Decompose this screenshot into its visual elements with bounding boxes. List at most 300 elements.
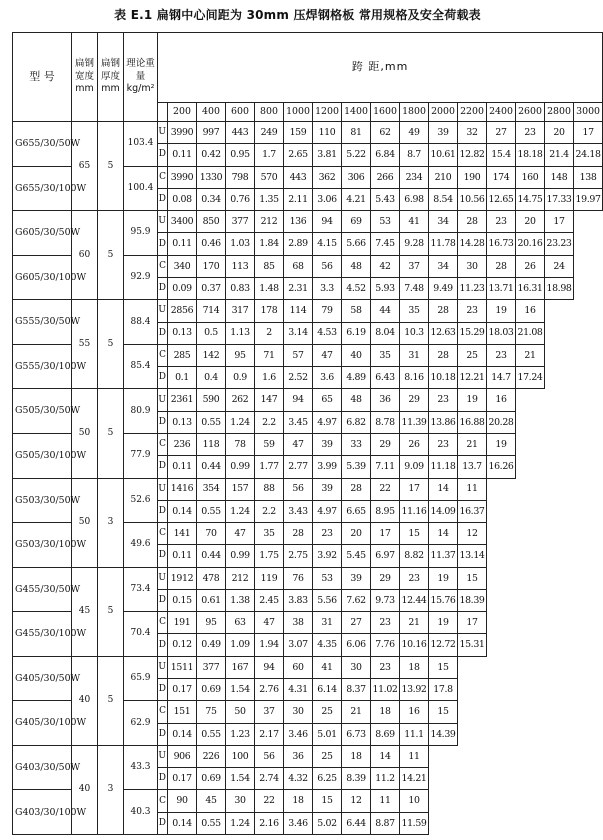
empty-cell xyxy=(574,233,603,255)
value-cell: 2.2 xyxy=(255,411,284,433)
value-cell: 4.15 xyxy=(313,233,342,255)
value-cell: 28 xyxy=(487,255,516,277)
value-cell: 6.43 xyxy=(371,367,400,389)
value-cell: 18 xyxy=(400,656,429,678)
value-cell: 16 xyxy=(400,701,429,723)
value-cell: 48 xyxy=(342,389,371,411)
value-cell: 40 xyxy=(342,344,371,366)
value-cell: 2.76 xyxy=(255,679,284,701)
value-cell: 39 xyxy=(342,567,371,589)
thickness-cell: 5 xyxy=(98,656,124,745)
value-cell: 0.08 xyxy=(168,188,197,210)
value-cell: 22 xyxy=(371,478,400,500)
value-cell: 0.4 xyxy=(197,367,226,389)
table-row xyxy=(13,478,603,500)
value-cell: 5.93 xyxy=(371,277,400,299)
value-cell: 714 xyxy=(197,300,226,322)
value-cell: 3.46 xyxy=(284,723,313,745)
weight-cell: 103.4 xyxy=(124,122,158,167)
load-type-cell: D xyxy=(158,768,168,790)
value-cell: 3.45 xyxy=(284,411,313,433)
value-cell: 19.97 xyxy=(574,188,603,210)
span-value: 800 xyxy=(255,103,284,122)
value-cell: 1.23 xyxy=(226,723,255,745)
value-cell: 3.3 xyxy=(313,277,342,299)
empty-cell xyxy=(574,523,603,545)
value-cell: 25 xyxy=(458,344,487,366)
load-type-cell: U xyxy=(158,656,168,678)
value-cell: 78 xyxy=(226,433,255,455)
value-cell: 10.3 xyxy=(400,322,429,344)
span-value: 2400 xyxy=(487,103,516,122)
value-cell: 10 xyxy=(400,790,429,812)
value-cell: 2.17 xyxy=(255,723,284,745)
empty-cell xyxy=(487,478,516,500)
empty-cell xyxy=(429,745,458,767)
width-cell: 50 xyxy=(72,389,98,478)
empty-cell xyxy=(487,634,516,656)
value-cell: 0.61 xyxy=(197,589,226,611)
value-cell: 12.82 xyxy=(458,144,487,166)
value-cell: 377 xyxy=(226,211,255,233)
value-cell: 2 xyxy=(255,322,284,344)
value-cell: 16.88 xyxy=(458,411,487,433)
empty-cell xyxy=(545,745,574,767)
value-cell: 151 xyxy=(168,701,197,723)
value-cell: 10.56 xyxy=(458,188,487,210)
empty-cell xyxy=(487,679,516,701)
value-cell: 6.84 xyxy=(371,144,400,166)
value-cell: 997 xyxy=(197,122,226,144)
value-cell: 26 xyxy=(400,433,429,455)
weight-cell: 43.3 xyxy=(124,745,158,790)
value-cell: 3.99 xyxy=(313,456,342,478)
value-cell: 0.17 xyxy=(168,768,197,790)
value-cell: 11 xyxy=(400,745,429,767)
value-cell: 5.01 xyxy=(313,723,342,745)
empty-cell xyxy=(487,589,516,611)
value-cell: 15 xyxy=(400,523,429,545)
value-cell: 16.37 xyxy=(458,500,487,522)
empty-cell xyxy=(487,812,516,834)
value-cell: 0.95 xyxy=(226,144,255,166)
model-cell: G455/30/100W xyxy=(13,612,72,657)
value-cell: 23 xyxy=(371,612,400,634)
load-type-cell: D xyxy=(158,500,168,522)
empty-cell xyxy=(574,478,603,500)
value-cell: 13.92 xyxy=(400,679,429,701)
value-cell: 15.29 xyxy=(458,322,487,344)
value-cell: 1416 xyxy=(168,478,197,500)
value-cell: 210 xyxy=(429,166,458,188)
value-cell: 14.7 xyxy=(487,367,516,389)
value-cell: 7.48 xyxy=(400,277,429,299)
value-cell: 8.69 xyxy=(371,723,400,745)
load-type-cell: U xyxy=(158,478,168,500)
value-cell: 1.13 xyxy=(226,322,255,344)
empty-cell xyxy=(487,701,516,723)
value-cell: 11 xyxy=(371,790,400,812)
value-cell: 36 xyxy=(371,389,400,411)
value-cell: 30 xyxy=(226,790,255,812)
empty-cell xyxy=(516,723,545,745)
value-cell: 443 xyxy=(226,122,255,144)
empty-cell xyxy=(574,211,603,233)
empty-cell xyxy=(487,656,516,678)
value-cell: 37 xyxy=(400,255,429,277)
empty-cell xyxy=(516,500,545,522)
empty-cell xyxy=(487,768,516,790)
value-cell: 377 xyxy=(197,656,226,678)
value-cell: 6.19 xyxy=(342,322,371,344)
value-cell: 14 xyxy=(371,745,400,767)
value-cell: 12.21 xyxy=(458,367,487,389)
value-cell: 8.87 xyxy=(371,812,400,834)
value-cell: 0.11 xyxy=(168,144,197,166)
value-cell: 56 xyxy=(284,478,313,500)
value-cell: 1.54 xyxy=(226,768,255,790)
value-cell: 5.39 xyxy=(342,456,371,478)
value-cell: 94 xyxy=(255,656,284,678)
value-cell: 190 xyxy=(458,166,487,188)
empty-cell xyxy=(574,367,603,389)
empty-cell xyxy=(545,812,574,834)
value-cell: 0.14 xyxy=(168,500,197,522)
value-cell: 8.54 xyxy=(429,188,458,210)
empty-cell xyxy=(516,433,545,455)
value-cell: 12.72 xyxy=(429,634,458,656)
value-cell: 15.76 xyxy=(429,589,458,611)
value-cell: 11.18 xyxy=(429,456,458,478)
thickness-cell: 5 xyxy=(98,300,124,389)
value-cell: 14.21 xyxy=(400,768,429,790)
empty-cell xyxy=(516,523,545,545)
value-cell: 11.02 xyxy=(371,679,400,701)
value-cell: 0.99 xyxy=(226,456,255,478)
empty-cell xyxy=(487,612,516,634)
load-type-cell: U xyxy=(158,211,168,233)
value-cell: 4.52 xyxy=(342,277,371,299)
value-cell: 5.45 xyxy=(342,545,371,567)
value-cell: 23 xyxy=(400,567,429,589)
span-value: 2000 xyxy=(429,103,458,122)
value-cell: 56 xyxy=(313,255,342,277)
value-cell: 4.53 xyxy=(313,322,342,344)
thickness-cell: 5 xyxy=(98,389,124,478)
value-cell: 2.2 xyxy=(255,500,284,522)
empty-cell xyxy=(574,411,603,433)
span-value: 3000 xyxy=(574,103,603,122)
value-cell: 226 xyxy=(197,745,226,767)
value-cell: 340 xyxy=(168,255,197,277)
empty-cell xyxy=(458,768,487,790)
value-cell: 15 xyxy=(429,701,458,723)
value-cell: 0.11 xyxy=(168,233,197,255)
value-cell: 21 xyxy=(342,701,371,723)
value-cell: 7.11 xyxy=(371,456,400,478)
value-cell: 17.24 xyxy=(516,367,545,389)
value-cell: 141 xyxy=(168,523,197,545)
value-cell: 59 xyxy=(255,433,284,455)
model-cell: G655/30/50W xyxy=(13,122,72,167)
value-cell: 249 xyxy=(255,122,284,144)
empty-cell xyxy=(545,433,574,455)
value-cell: 53 xyxy=(313,567,342,589)
value-cell: 34 xyxy=(429,211,458,233)
load-type-cell: D xyxy=(158,456,168,478)
value-cell: 7.76 xyxy=(371,634,400,656)
value-cell: 362 xyxy=(313,166,342,188)
value-cell: 850 xyxy=(197,211,226,233)
width-cell: 60 xyxy=(72,211,98,300)
page-title: 表 E.1 扁钢中心间距为 30mm 压焊钢格板 常用规格及安全荷载表 xyxy=(114,8,481,22)
value-cell: 5.43 xyxy=(371,188,400,210)
value-cell: 12.63 xyxy=(429,322,458,344)
value-cell: 14 xyxy=(429,478,458,500)
empty-cell xyxy=(545,589,574,611)
value-cell: 16 xyxy=(516,300,545,322)
value-cell: 20 xyxy=(342,523,371,545)
value-cell: 79 xyxy=(313,300,342,322)
empty-cell xyxy=(545,656,574,678)
value-cell: 798 xyxy=(226,166,255,188)
weight-cell: 85.4 xyxy=(124,344,158,389)
empty-cell xyxy=(487,545,516,567)
value-cell: 60 xyxy=(284,656,313,678)
value-cell: 2.89 xyxy=(284,233,313,255)
value-cell: 41 xyxy=(313,656,342,678)
header-width: 扁钢宽度mm xyxy=(72,33,98,122)
weight-cell: 40.3 xyxy=(124,790,158,835)
value-cell: 3990 xyxy=(168,122,197,144)
header-model: 型 号 xyxy=(13,33,72,122)
load-type-cell: D xyxy=(158,812,168,834)
value-cell: 36 xyxy=(284,745,313,767)
value-cell: 3.6 xyxy=(313,367,342,389)
value-cell: 88 xyxy=(255,478,284,500)
load-type-cell: C xyxy=(158,701,168,723)
value-cell: 21 xyxy=(458,433,487,455)
load-type-cell: D xyxy=(158,545,168,567)
header-row xyxy=(13,33,603,103)
value-cell: 0.42 xyxy=(197,144,226,166)
weight-cell: 65.9 xyxy=(124,656,158,701)
empty-cell xyxy=(429,790,458,812)
value-cell: 0.34 xyxy=(197,188,226,210)
value-cell: 4.32 xyxy=(284,768,313,790)
empty-cell xyxy=(574,723,603,745)
value-cell: 12 xyxy=(458,523,487,545)
empty-cell xyxy=(458,723,487,745)
empty-cell xyxy=(574,545,603,567)
load-type-cell: C xyxy=(158,255,168,277)
table-row xyxy=(13,389,603,411)
value-cell: 0.44 xyxy=(197,545,226,567)
value-cell: 1.77 xyxy=(255,456,284,478)
value-cell: 70 xyxy=(197,523,226,545)
value-cell: 191 xyxy=(168,612,197,634)
value-cell: 27 xyxy=(487,122,516,144)
load-type-cell: U xyxy=(158,122,168,144)
value-cell: 167 xyxy=(226,656,255,678)
value-cell: 16 xyxy=(487,389,516,411)
load-type-cell: C xyxy=(158,523,168,545)
value-cell: 62 xyxy=(371,122,400,144)
value-cell: 20 xyxy=(545,122,574,144)
span-value: 1400 xyxy=(342,103,371,122)
value-cell: 94 xyxy=(313,211,342,233)
value-cell: 30 xyxy=(284,701,313,723)
load-type-cell: D xyxy=(158,411,168,433)
span-value: 1800 xyxy=(400,103,429,122)
value-cell: 1.6 xyxy=(255,367,284,389)
value-cell: 11.37 xyxy=(429,545,458,567)
value-cell: 0.17 xyxy=(168,679,197,701)
value-cell: 4.97 xyxy=(313,500,342,522)
header-weight: 理论重量kg/m² xyxy=(124,33,158,122)
value-cell: 17 xyxy=(458,612,487,634)
value-cell: 1.48 xyxy=(255,277,284,299)
value-cell: 0.11 xyxy=(168,545,197,567)
value-cell: 0.83 xyxy=(226,277,255,299)
value-cell: 1912 xyxy=(168,567,197,589)
value-cell: 13.86 xyxy=(429,411,458,433)
width-cell: 55 xyxy=(72,300,98,389)
value-cell: 68 xyxy=(284,255,313,277)
empty-cell xyxy=(516,389,545,411)
header-thickness: 扁钢厚度mm xyxy=(98,33,124,122)
span-value: 1000 xyxy=(284,103,313,122)
value-cell: 5.66 xyxy=(342,233,371,255)
value-cell: 23 xyxy=(429,433,458,455)
value-cell: 1.38 xyxy=(226,589,255,611)
value-cell: 2361 xyxy=(168,389,197,411)
value-cell: 6.14 xyxy=(313,679,342,701)
value-cell: 76 xyxy=(284,567,313,589)
width-cell: 45 xyxy=(72,567,98,656)
value-cell: 9.49 xyxy=(429,277,458,299)
value-cell: 22 xyxy=(255,790,284,812)
value-cell: 4.21 xyxy=(342,188,371,210)
model-cell: G455/30/50W xyxy=(13,567,72,612)
weight-cell: 70.4 xyxy=(124,612,158,657)
value-cell: 17.8 xyxy=(429,679,458,701)
value-cell: 3.81 xyxy=(313,144,342,166)
model-cell: G505/30/100W xyxy=(13,433,72,478)
value-cell: 2.52 xyxy=(284,367,313,389)
load-type-cell: D xyxy=(158,679,168,701)
value-cell: 354 xyxy=(197,478,226,500)
value-cell: 19 xyxy=(429,612,458,634)
weight-cell: 52.6 xyxy=(124,478,158,523)
value-cell: 2.45 xyxy=(255,589,284,611)
value-cell: 3.06 xyxy=(313,188,342,210)
value-cell: 19 xyxy=(429,567,458,589)
value-cell: 1.24 xyxy=(226,411,255,433)
load-type-cell: D xyxy=(158,233,168,255)
weight-cell: 77.9 xyxy=(124,433,158,478)
load-type-cell: D xyxy=(158,367,168,389)
value-cell: 20 xyxy=(516,211,545,233)
value-cell: 6.65 xyxy=(342,500,371,522)
value-cell: 16.31 xyxy=(516,277,545,299)
value-cell: 2.65 xyxy=(284,144,313,166)
value-cell: 1.7 xyxy=(255,144,284,166)
value-cell: 18.39 xyxy=(458,589,487,611)
value-cell: 1.75 xyxy=(255,545,284,567)
table-row xyxy=(13,300,603,322)
value-cell: 90 xyxy=(168,790,197,812)
value-cell: 28 xyxy=(284,523,313,545)
value-cell: 23 xyxy=(371,656,400,678)
width-cell: 40 xyxy=(72,745,98,834)
value-cell: 9.73 xyxy=(371,589,400,611)
value-cell: 28 xyxy=(342,478,371,500)
empty-cell xyxy=(487,745,516,767)
value-cell: 6.25 xyxy=(313,768,342,790)
value-cell: 10.16 xyxy=(400,634,429,656)
empty-cell xyxy=(545,679,574,701)
model-cell: G503/30/50W xyxy=(13,478,72,523)
value-cell: 262 xyxy=(226,389,255,411)
value-cell: 11.2 xyxy=(371,768,400,790)
value-cell: 0.13 xyxy=(168,322,197,344)
value-cell: 1.24 xyxy=(226,812,255,834)
value-cell: 19 xyxy=(487,433,516,455)
empty-cell xyxy=(574,567,603,589)
empty-cell xyxy=(458,701,487,723)
value-cell: 44 xyxy=(371,300,400,322)
empty-cell xyxy=(516,456,545,478)
value-cell: 7.62 xyxy=(342,589,371,611)
load-type-cell: D xyxy=(158,723,168,745)
thickness-cell: 5 xyxy=(98,122,124,211)
thickness-cell: 3 xyxy=(98,745,124,834)
value-cell: 1.54 xyxy=(226,679,255,701)
empty-cell xyxy=(458,679,487,701)
empty-cell xyxy=(516,768,545,790)
value-cell: 53 xyxy=(371,211,400,233)
empty-cell xyxy=(574,768,603,790)
value-cell: 39 xyxy=(313,478,342,500)
width-cell: 65 xyxy=(72,122,98,211)
value-cell: 3.07 xyxy=(284,634,313,656)
value-cell: 5.02 xyxy=(313,812,342,834)
empty-cell xyxy=(545,411,574,433)
value-cell: 234 xyxy=(400,166,429,188)
empty-cell xyxy=(458,812,487,834)
value-cell: 2.31 xyxy=(284,277,313,299)
value-cell: 0.69 xyxy=(197,768,226,790)
table-row xyxy=(13,745,603,767)
value-cell: 32 xyxy=(458,122,487,144)
value-cell: 47 xyxy=(284,433,313,455)
value-cell: 6.73 xyxy=(342,723,371,745)
value-cell: 57 xyxy=(284,344,313,366)
value-cell: 15.31 xyxy=(458,634,487,656)
value-cell: 570 xyxy=(255,166,284,188)
load-type-cell: C xyxy=(158,612,168,634)
empty-cell xyxy=(574,790,603,812)
value-cell: 71 xyxy=(255,344,284,366)
span-value: 1200 xyxy=(313,103,342,122)
span-value: 600 xyxy=(226,103,255,122)
empty-cell xyxy=(487,790,516,812)
value-cell: 15 xyxy=(429,656,458,678)
value-cell: 8.39 xyxy=(342,768,371,790)
value-cell: 21 xyxy=(400,612,429,634)
model-cell: G505/30/50W xyxy=(13,389,72,434)
